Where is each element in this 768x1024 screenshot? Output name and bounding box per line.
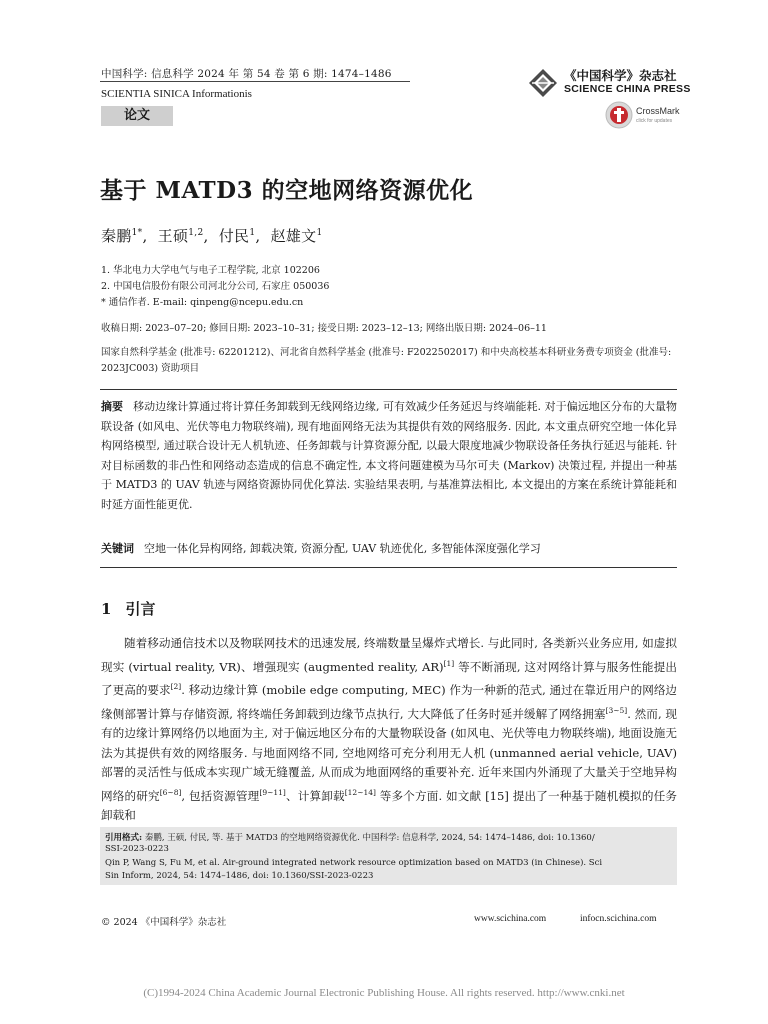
body-text-run: 等不断涌现, 这对网络计算与服务性能提出了更高的要求 <box>101 659 677 697</box>
reference-marker[interactable]: [12~14] <box>344 787 376 797</box>
citation-label: 引用格式: <box>105 833 143 843</box>
citation-line-3: Qin P, Wang S, Fu M, et al. Air-ground integrated network resource optimization based on MATD3 (in Chinese). Sci <box>105 858 603 868</box>
affiliation-1: 1. 华北电力大学电气与电子工程学院, 北京 102206 <box>101 265 320 276</box>
author-name: 王硕 <box>157 227 189 245</box>
keywords-block <box>101 540 677 556</box>
body-text-run: . 移动边缘计算 (mobile edge computing, MEC) 作为一种新的范式, 通过在靠近用户的网络边缘侧部署计算与存储资源, 将终端任务卸载到边缘节点执行, 大大降低了任务时延并缓解了网络拥塞 <box>101 682 678 721</box>
abstract-block <box>101 397 677 514</box>
corresponding-author: * 通信作者. E-mail: qinpeng@ncepu.edu.cn <box>101 297 304 308</box>
crossmark-badge[interactable] <box>605 101 680 131</box>
dates-line: 收稿日期: 2023–07–20; 修回日期: 2023–10–31; 接受日期: 2023–12–13; 网络出版日期: 2024–06–11 <box>101 323 547 334</box>
header-rule <box>100 81 410 82</box>
keywords-label: 关键词 <box>101 542 134 555</box>
crossmark-sublabel: click for updates <box>636 118 673 124</box>
crossmark-label: CrossMark <box>636 106 680 116</box>
cnki-watermark: (C)1994-2024 China Academic Journal Electronic Publishing House. All rights reserved. http://www.cnki.net <box>143 987 625 999</box>
section-title: 引言 <box>125 600 156 618</box>
abstract-text: 移动边缘计算通过将计算任务卸载到无线网络边缘, 可有效减少任务延迟与终端能耗. 对于偏远地区分布的大量物联设备 (如风电、光伏等电力物联终端), 现有地面网络无法为其提供有效的网络服务. 因此, 本文重点研究空地一体化异构网络模型, 通过联合设计无人机轨迹、任务卸载与计算资源分配, 以最大限度地减少物联设备任务执行延迟与能耗. 针对目标函数的非凸性和网络动态造成的信息不确定性, 本文将问题建模为马尔可夫 (Markov) 决策过程, 并提出一种基于 MATD3 的 UAV 轨迹与网络资源协同优化算法. 实验结果表明, 与基准算法相比, 本文提出的方案在系统计算能耗和时延方面性能更优. <box>101 400 678 511</box>
author-affil-sup: 1 <box>249 228 256 238</box>
reference-marker[interactable]: [6~8] <box>159 787 182 797</box>
paper-title: 基于 MATD3 的空地网络资源优化 <box>100 177 474 204</box>
footer-link-scichina[interactable]: www.scichina.com <box>474 914 547 924</box>
crossmark-icon <box>605 101 633 129</box>
reference-marker[interactable]: [3~5] <box>605 705 628 715</box>
reference-marker[interactable]: [2] <box>170 682 182 692</box>
publisher-diamond-icon <box>528 68 558 98</box>
section-heading <box>101 598 155 619</box>
author-affil-sup: 1,2 <box>188 228 204 238</box>
footer-link-infocn[interactable]: infocn.scichina.com <box>580 914 657 924</box>
publisher-name-cn: 《中国科学》杂志社 <box>564 68 677 83</box>
body-text-run: 等多个方面. 如文献 [15] 提出了一种基于随机模拟的任务卸载和 <box>101 788 677 823</box>
publisher-name-en: SCIENCE CHINA PRESS <box>564 83 691 95</box>
keywords-text: 空地一体化异构网络, 卸载决策, 资源分配, UAV 轨迹优化, 多智能体深度强化学习 <box>144 542 541 555</box>
citation-line-2: SSI-2023-0223 <box>105 844 169 854</box>
reference-marker[interactable]: [9~11] <box>259 787 286 797</box>
author-affil-sup: 1 <box>316 228 323 238</box>
funding-note: 国家自然科学基金 (批准号: 62201212)、河北省自然科学基金 (批准号: F2022502017) 和中央高校基本科研业务费专项资金 (批准号: 2023JC003) 资助项目 <box>101 347 672 374</box>
citation-line-1 <box>105 831 595 843</box>
body-text-run: 、计算卸载 <box>285 788 345 803</box>
journal-name-en: SCIENTIA SINICA Informationis <box>101 88 252 100</box>
reference-marker[interactable]: [1] <box>443 658 455 668</box>
author-list: 秦鹏$^{1*}$, 王硕$^{1,2}$, 付民$^1$, 赵雄文$^1$ <box>101 227 323 245</box>
article-type-tag: 论文 <box>101 106 173 126</box>
body-paragraph <box>101 634 677 826</box>
author-name: 秦鹏 <box>101 227 132 245</box>
abstract-top-rule <box>100 389 677 390</box>
affiliation-2: 2. 中国电信股份有限公司河北分公司, 石家庄 050036 <box>101 281 330 292</box>
journal-info: 中国科学: 信息科学 2024 年 第 54 卷 第 6 期: 1474–1486 <box>101 68 392 80</box>
body-text-run: 随着移动通信技术以及物联网技术的迅速发展, 终端数量呈爆炸式增长. 与此同时, 各类新兴业务应用, 如虚拟现实 (virtual reality, VR)、增强现实 (augmented reality, AR) <box>101 636 677 674</box>
citation-line-4: Sin Inform, 2024, 54: 1474–1486, doi: 10.1360/SSI-2023-0223 <box>105 871 374 881</box>
author-name: 付民 <box>218 227 250 245</box>
publisher-logo-block <box>528 66 691 102</box>
footer-copyright: © 2024 《中国科学》杂志社 <box>101 917 227 928</box>
citation-text: 秦鹏, 王硕, 付民, 等. 基于 MATD3 的空地网络资源优化. 中国科学: 信息科学, 2024, 54: 1474–1486, doi: 10.1360/ <box>144 833 595 843</box>
citation-box <box>100 827 677 885</box>
author-affil-sup: 1* <box>131 228 143 238</box>
body-text-run: , 包括资源管理 <box>181 788 260 803</box>
abstract-label: 摘要 <box>101 400 124 413</box>
abstract-bottom-rule <box>100 567 677 568</box>
section-number: 1 <box>101 600 112 618</box>
author-name: 赵雄文 <box>270 227 317 245</box>
body-text-run: . 然而, 现有的边缘计算网络仍以地面为主, 对于偏远地区分布的大量物联设备 (如风电、光伏等电力物联终端), 地面设施无法为其提供有效的网络服务. 与地面网络不同, 空地网络可充分利用无人机 (unmanned aerial vehicle, UAV) 部署的灵活性与低成本实现广域无缝覆盖, 从而成为地面网络的重要补充. 近年来国内外涌现了大量关于空地异构网络的研究 <box>101 706 677 803</box>
